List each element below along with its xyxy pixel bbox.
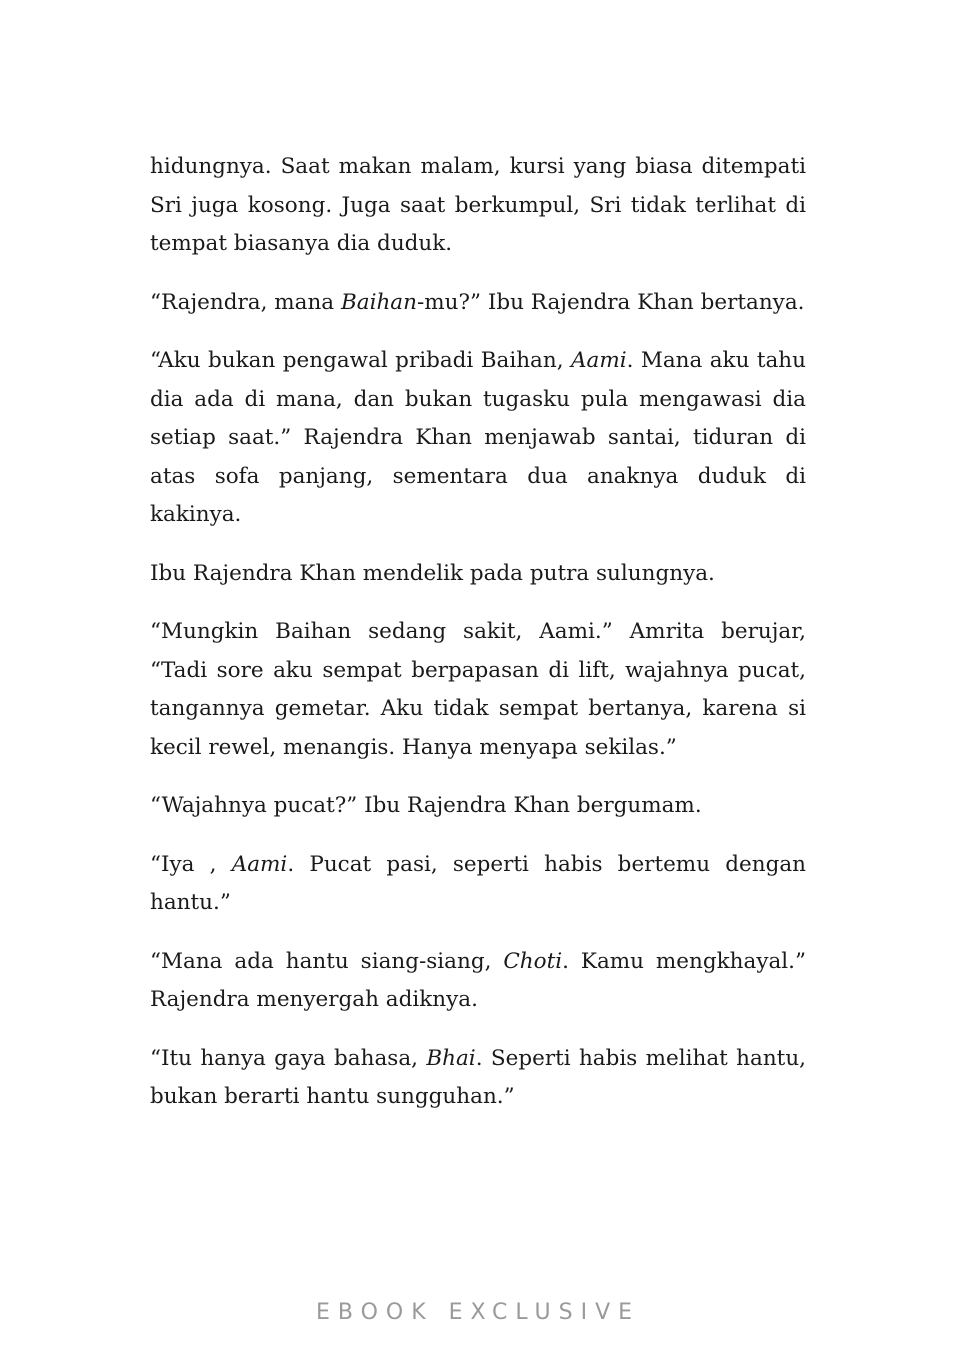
text-segment: . Kamu mengkhayal.” Rajendra menyergah adiknya. xyxy=(150,948,806,1012)
italic-term: Aami xyxy=(570,348,627,373)
text-segment: Ibu Rajendra Khan mendelik pada putra sulungnya. xyxy=(150,560,715,586)
text-segment: “Iya , xyxy=(150,851,232,877)
paragraph-2 xyxy=(150,284,806,323)
italic-term: Baihan xyxy=(340,289,417,315)
text-segment: “Mungkin Baihan sedang sakit, Aami.” Amrita berujar, “Tadi sore aku sempat berpapasan di lift, wajahnya pucat, tangannya gemetar. Aku tidak sempat bertanya, karena si kecil rewel, menangis. Hanya menyapa sekilas.” xyxy=(150,619,806,760)
paragraph-1 xyxy=(150,148,806,264)
page-body xyxy=(150,148,806,1137)
text-segment: . Seperti habis melihat hantu, bukan berarti hantu sungguhan.” xyxy=(150,1045,807,1109)
text-segment: “Rajendra, mana xyxy=(150,289,341,315)
text-segment: hidungnya. Saat makan malam, kursi yang biasa ditempati Sri juga kosong. Juga saat berkumpul, Sri tidak terlihat di tempat biasanya dia duduk. xyxy=(150,154,806,256)
italic-term: Aami xyxy=(231,851,288,877)
text-segment: “Mana ada hantu siang-siang, xyxy=(150,948,504,974)
text-segment: “Itu hanya gaya bahasa, xyxy=(150,1045,427,1071)
text-segment: “Aku bukan pengawal pribadi Baihan, xyxy=(150,348,571,373)
text-segment: . Mana aku tahu dia ada di mana, dan bukan tugasku pula mengawasi dia setiap saat.” Rajendra Khan menjawab santai, tiduran di atas sofa panjang, sementara dua anaknya duduk di kakinya. xyxy=(150,348,806,527)
paragraph-4 xyxy=(150,555,806,594)
paragraph-9 xyxy=(150,1040,806,1117)
paragraph-8 xyxy=(150,943,806,1020)
text-segment: -mu?” Ibu Rajendra Khan bertanya. xyxy=(416,289,805,315)
text-segment: “Wajahnya pucat?” Ibu Rajendra Khan bergumam. xyxy=(150,793,702,818)
paragraph-7 xyxy=(150,846,806,923)
paragraph-3 xyxy=(150,342,806,535)
footer-label: EBOOK EXCLUSIVE xyxy=(315,1300,641,1325)
paragraph-5 xyxy=(150,613,806,767)
text-segment: . Pucat pasi, seperti habis bertemu dengan hantu.” xyxy=(150,851,807,915)
italic-term: Bhai xyxy=(426,1045,476,1071)
paragraph-6 xyxy=(150,787,806,826)
italic-term: Choti xyxy=(503,948,563,974)
